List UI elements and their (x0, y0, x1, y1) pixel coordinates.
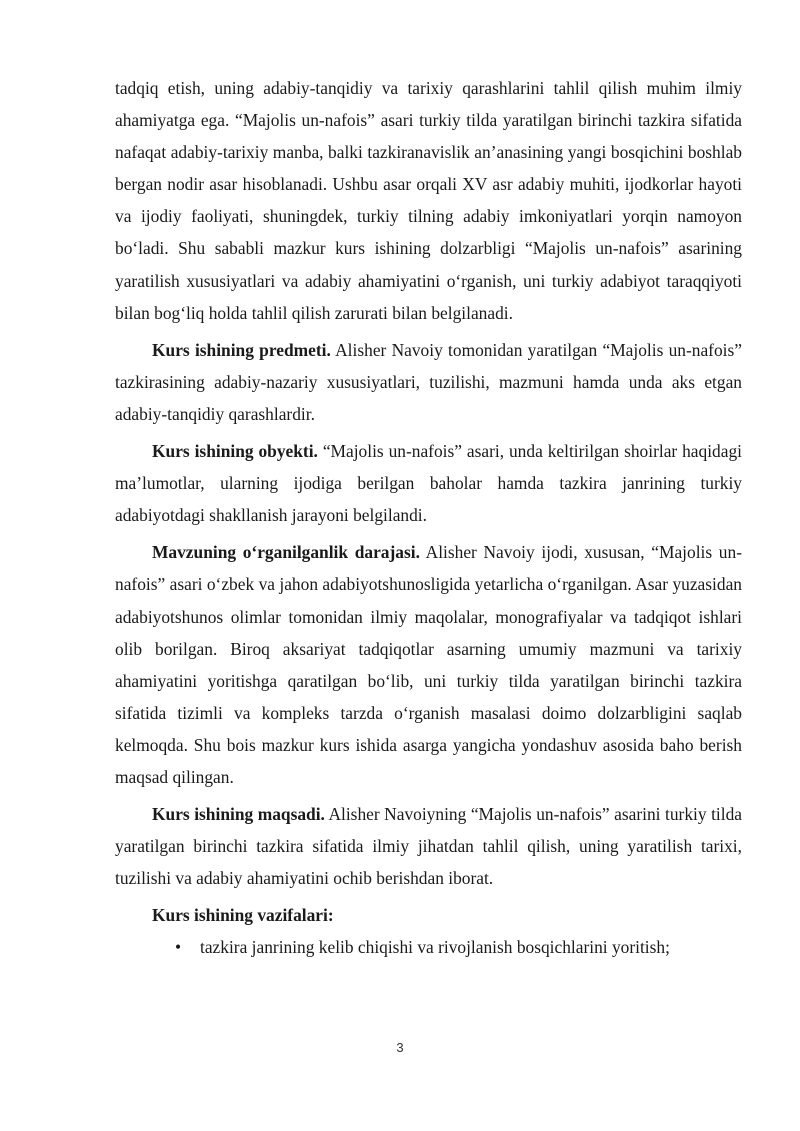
list-item-text: tazkira janrining kelib chiqishi va rivojlanish bosqichlarini yoritish; (200, 937, 670, 958)
bullet-icon: • (175, 937, 182, 958)
daraja-label: Mavzuning o‘rganilganlik darajasi. (152, 542, 420, 563)
predmet-paragraph (115, 334, 742, 430)
vazifalar-heading: Kurs ishining vazifalari: (152, 905, 334, 926)
predmet-text: Alisher Navoiy tomonidan yaratilgan “Majolis un-nafois” tazkirasining adabiy-nazariy xususiyatlari, tuzilishi, mazmuni hamda unda aks etgan adabiy-tanqidiy qarashlardir. (115, 339, 742, 424)
obyekt-paragraph (115, 435, 742, 531)
vazifalar-list (115, 931, 742, 963)
document-page (115, 72, 742, 964)
page-number: 3 (396, 1040, 404, 1055)
obyekt-text: “Majolis un-nafois” asari, unda keltirilgan shoirlar haqidagi ma’lumotlar, ularning ijodiga berilgan baholar hamda tazkira janrining turkiy adabiyotdagi shakllanish jarayoni belgilandi. (115, 441, 742, 526)
maqsad-label: Kurs ishining maqsadi. (152, 804, 325, 825)
daraja-paragraph (115, 536, 742, 793)
obyekt-label: Kurs ishining obyekti. (152, 441, 318, 462)
intro-text: tadqiq etish, uning adabiy-tanqidiy va tarixiy qarashlarini tahlil qilish muhim ilmiy ahamiyatga ega. “Majolis un-nafois” asari turkiy tilda yaratilgan birinchi tazkira sifatida nafaqat adabiy-tarixiy manba, balki tazkiranavislik an’anasining yangi bosqichini boshlab bergan nodir asar hisoblanadi. Ushbu asar orqali XV asr adabiy muhiti, ijodkorlar hayoti va ijodiy faoliyati, shuningdek, turkiy tilning adabiy imkoniyatlari yorqin namoyon bo‘ladi. Shu sababli mazkur kurs ishining dolzarbligi “Majolis un-nafois” asarining yaratilish xususiyatlari va adabiy ahamiyatini o‘rganish, uni turkiy adabiyot taraqqiyoti bilan bog‘liq holda tahlil qilish zarurati bilan belgilanadi. (115, 78, 742, 323)
maqsad-paragraph (115, 798, 742, 894)
predmet-label: Kurs ishining predmeti. (152, 339, 331, 360)
intro-paragraph (115, 72, 742, 329)
list-item (115, 931, 742, 963)
daraja-text: Alisher Navoiy ijodi, xususan, “Majolis un-nafois” asari o‘zbek va jahon adabiyotshunosligida yetarlicha o‘rganilgan. Asar yuzasidan adabiyotshunos olimlar tomonidan ilmiy maqolalar, monografiyalar va tadqiqot ishlari olib borilgan. Biroq aksariyat tadqiqotlar asarning umumiy mazmuni va tarixiy ahamiyatini yoritishga qaratilgan bo‘lib, uni turkiy tilda yaratilgan birinchi tazkira sifatida tizimli va kompleks tarzda o‘rganish masalasi doimo dolzarbligini saqlab kelmoqda. Shu bois mazkur kurs ishida asarga yangicha yondashuv asosida baho berish maqsad qilingan. (115, 542, 742, 787)
maqsad-text: Alisher Navoiyning “Majolis un-nafois” asarini turkiy tilda yaratilgan birinchi tazkira sifatida ilmiy jihatdan tahlil qilish, uning yaratilish tarixi, tuzilishi va adabiy ahamiyatini ochib berishdan iborat. (115, 804, 742, 889)
